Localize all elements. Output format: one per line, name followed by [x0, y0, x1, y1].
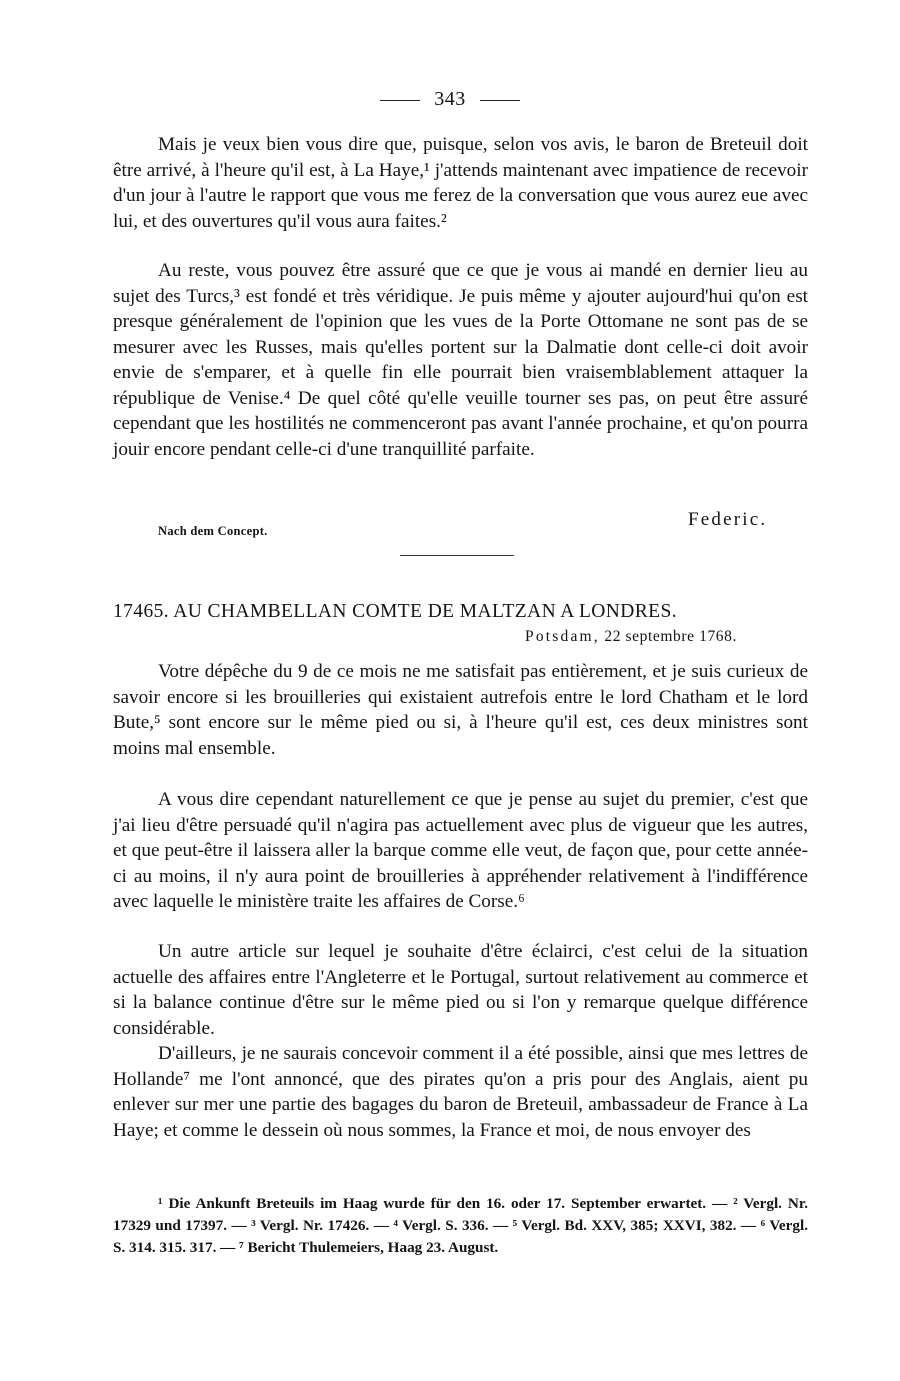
letter-paragraph-1: Votre dépêche du 9 de ce mois ne me satisfait pas entièrement, et je suis curieux de savoir encore si les brouilleries qui existaient autrefois entre le lord Chatham et le lord Bute,⁵ sont encore sur le même pied ou si, à l'heure qu'il est, ces deux ministres sont moins mal ensemble. [113, 661, 808, 759]
letter-dateline [525, 628, 737, 646]
header-rule-left [380, 100, 420, 101]
page-number: 343 [434, 88, 466, 110]
source-note: Nach dem Concept. [158, 524, 268, 538]
letter-paragraph-4: D'ailleurs, je ne saurais concevoir comment il a été possible, ainsi que mes lettres de Hollande⁷ me l'ont annoncé, que des pirates qu'on a pris pour des Anglais, aient pu enlever sur mer une partie des bagages du baron de Breteuil, ambassadeur de France à La Haye; et comme le dessein où nous sommes, la France et moi, de nous envoyer des [113, 1043, 808, 1141]
letter-number: 17465. [113, 601, 170, 622]
letter-heading [113, 601, 813, 623]
footnotes: ¹ Die Ankunft Breteuils im Haag wurde für den 16. oder 17. September erwartet. — ² Vergl. Nr. 17329 und 17397. — ³ Vergl. Nr. 17426. — ⁴ Vergl. S. 336. — ⁵ Vergl. Bd. XXV, 385; XXVI, 382. — ⁶ Vergl. S. 314. 315. 317. — ⁷ Bericht Thulemeiers, Haag 23. August. [113, 1195, 808, 1256]
letter-addressee: AU CHAMBELLAN COMTE DE MALTZAN A LONDRES. [173, 601, 677, 622]
letter-paragraph-3: Un autre article sur lequel je souhaite d'être éclairci, c'est celui de la situation actuelle des affaires entre l'Angleterre et le Portugal, surtout relativement au commerce et si la balance continue d'être sur le même pied ou si l'on y remarque quelque différence considérable. [113, 941, 808, 1039]
letter-paragraph-2: A vous dire cependant naturellement ce que je pense au sujet du premier, c'est que j'ai lieu d'être persuadé qu'il n'agira pas actuellement avec plus de vigueur que les autres, et que peut-être il laissera aller la barque comme elle veut, de façon que, pour cette année-ci au moins, il n'y aura point de brouilleries à appréhender relativement à l'indifférence avec laquelle le ministère traite les affaires de Corse.⁶ [113, 789, 808, 912]
continuation-paragraph-2: Au reste, vous pouvez être assuré que ce que je vous ai mandé en dernier lieu au sujet des Turcs,³ est fondé et très véridique. Je puis même y ajouter aujourd'hui qu'on est presque généralement de l'opinion que les vues de la Porte Ottomane ne sont pas de se mesurer avec les Russes, mais qu'elles portent sur la Dalmatie dont celle-ci doit avoir envie de s'emparer, et à quelle fin elle pourrait bien vraisemblablement attaquer la république de Venise.⁴ De quel côté qu'elle veuille tourner ses pas, on peut être assuré cependant que les hostilités ne commenceront pas avant l'année prochaine, et qu'on pourra jouir encore pendant celle-ci d'une tranquillité parfaite. [113, 260, 808, 460]
letter-date: 22 septembre 1768. [604, 628, 737, 645]
section-divider [400, 555, 514, 556]
header-rule-right [480, 100, 520, 101]
continuation-paragraph-1: Mais je veux bien vous dire que, puisque, selon vos avis, le baron de Breteuil doit être arrivé, à l'heure qu'il est, à La Haye,¹ j'attends maintenant avec impatience de recevoir d'un jour à l'autre le rapport que vous me ferez de la conversation que vous aurez eue avec lui, et des ouvertures qu'il vous aura faites.² [113, 134, 808, 232]
signature: Federic. [688, 509, 768, 530]
letter-place: Potsdam, [525, 628, 600, 645]
page-header [0, 88, 900, 111]
